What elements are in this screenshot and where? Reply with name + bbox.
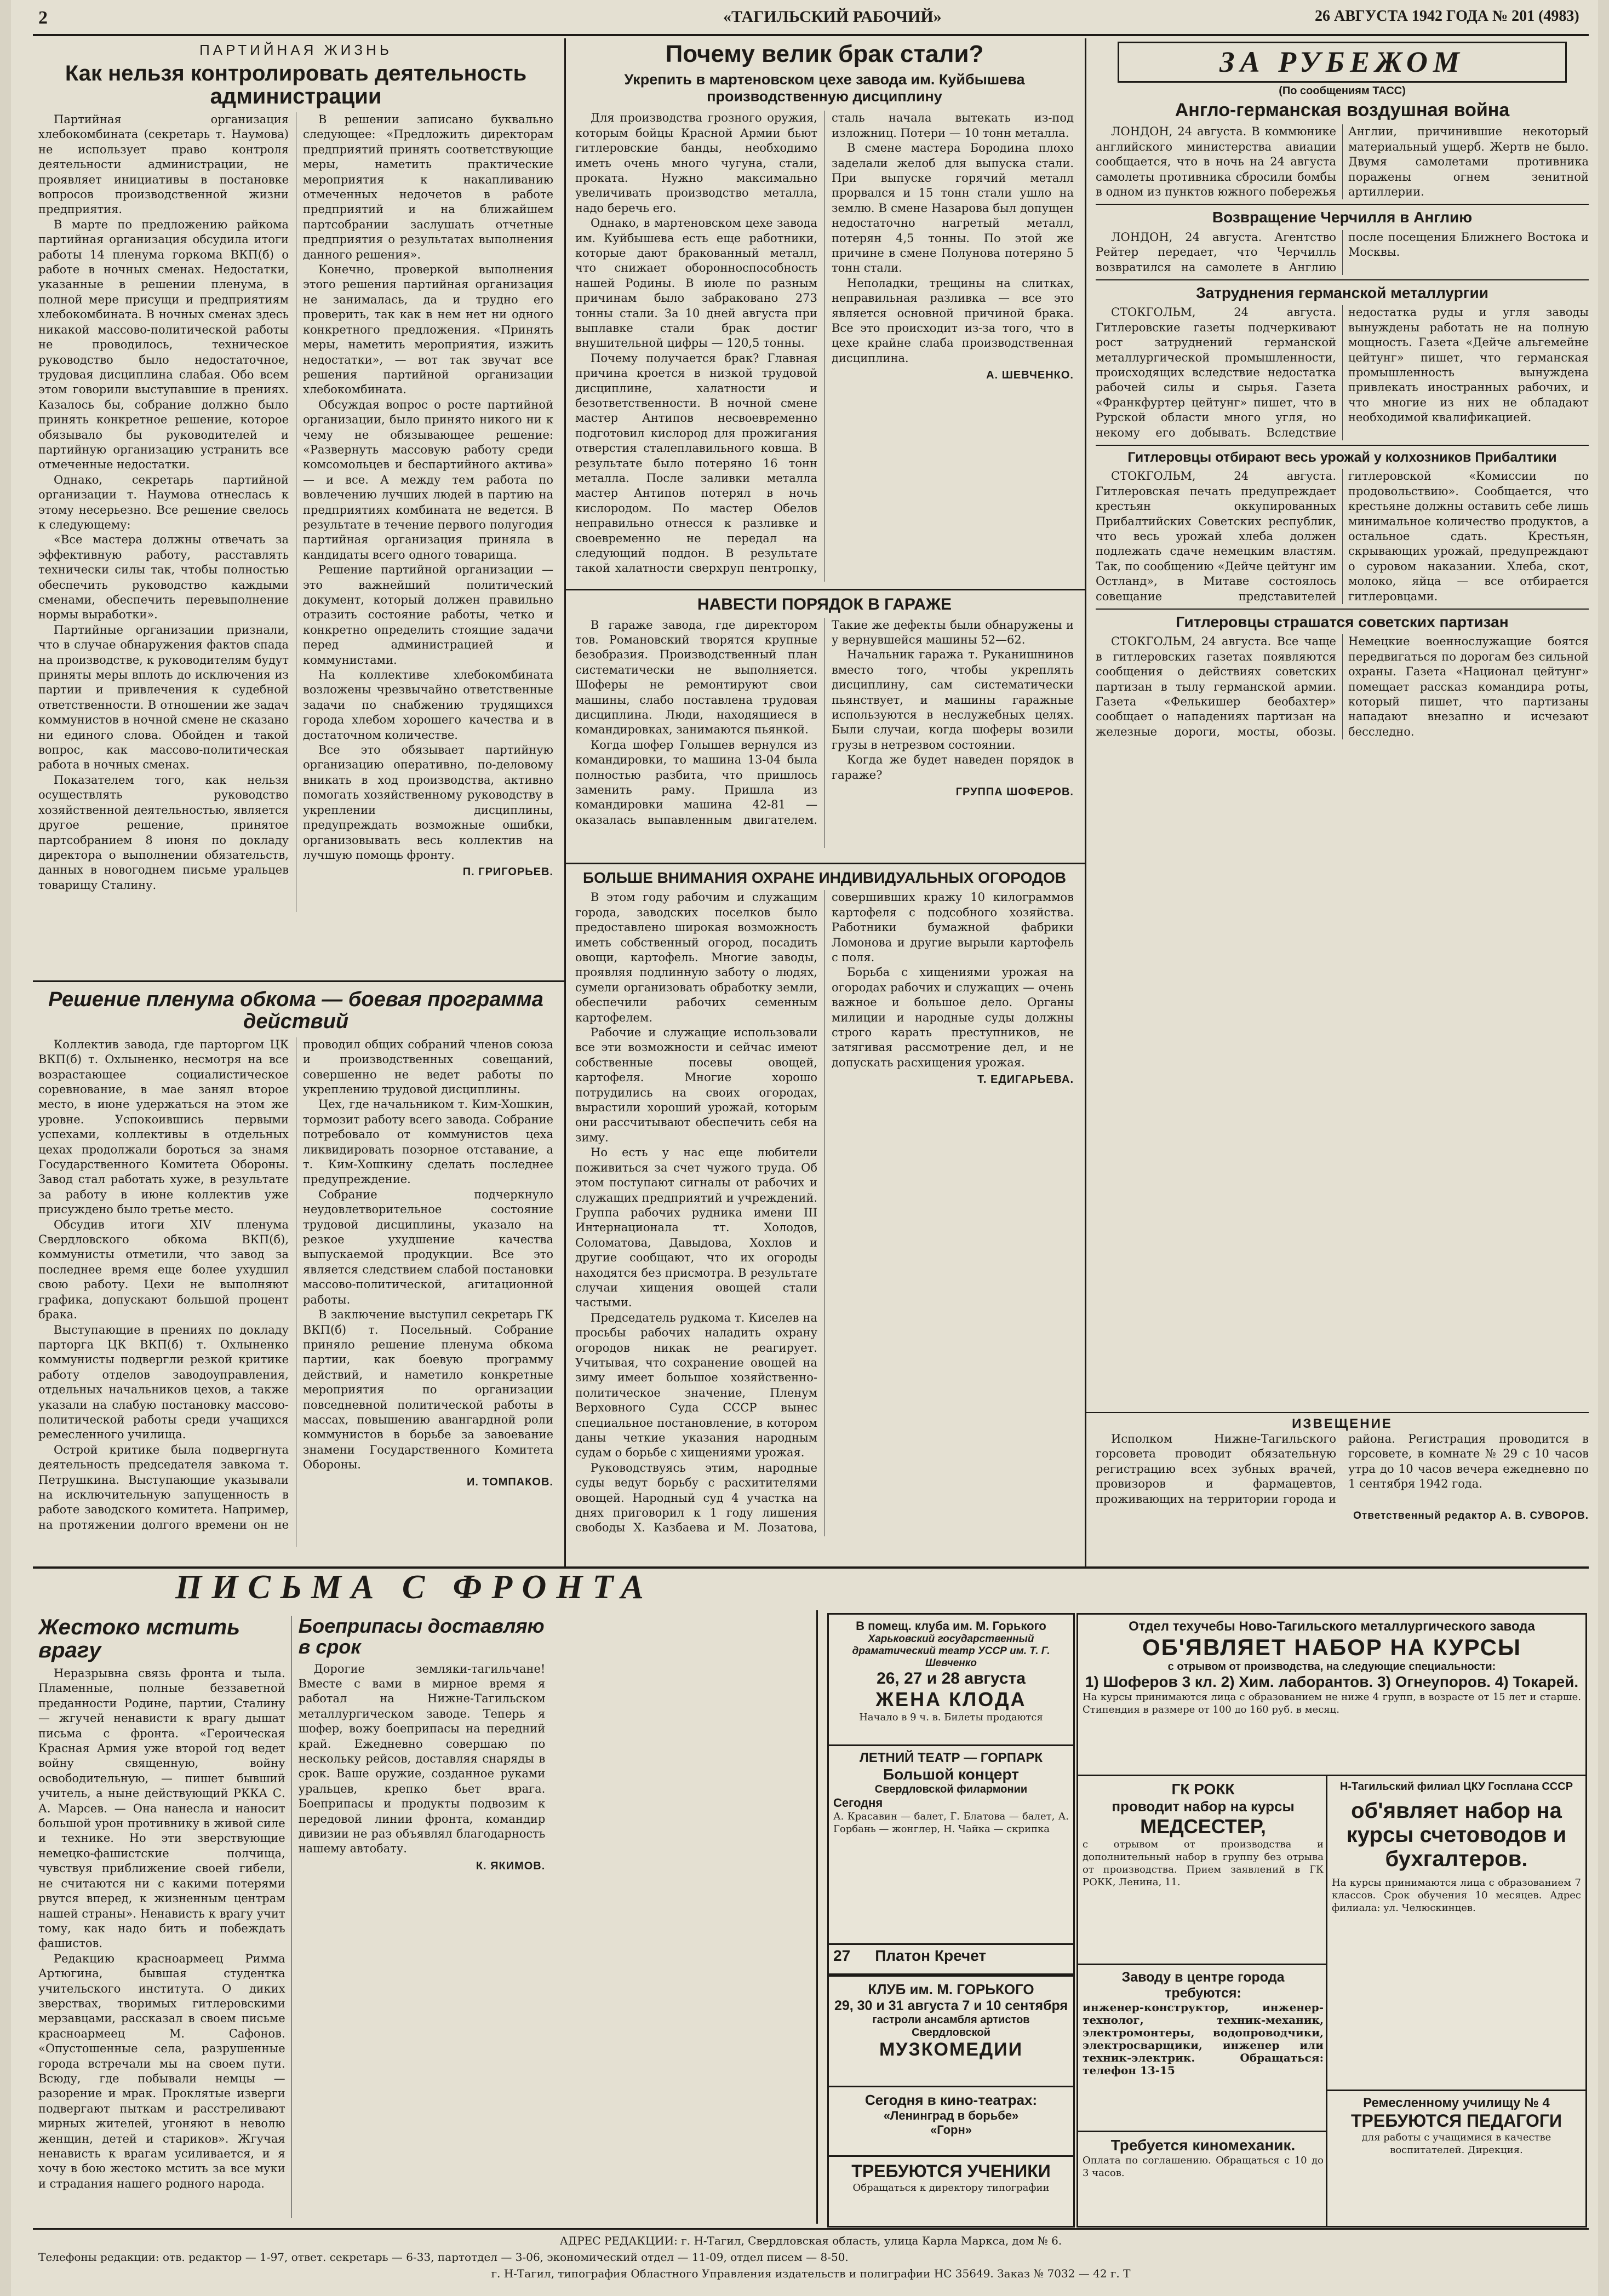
ad-performers: А. Красавин — балет, Г. Блатова — балет, А. Горбань — жонглер, Н. Чайка — скрипка [833,1811,1069,1835]
paragraph: «Все мастера должны отвечать за эффективную работу, расставлять технически силы так, чтобы полностью обеспечить руководство каждыми сменами, обеспечить перевыполнение нормы выработки». [38,533,289,622]
letters-body [38,1616,805,2224]
paragraph: Обсудив итоги XIV пленума Свердловского обкома ВКП(б), коммунисты отметили, что завод за последнее время еще более ухудшил свою работу. Цехи не выполняют графика, допускают большой процент брака. [38,1218,289,1322]
article-title: Решение пленума обкома — боевая программа действий [48,989,543,1033]
ad-accountant-courses [1326,1775,1587,2093]
gardens-article [575,870,1074,1549]
article-body [575,890,1074,1536]
paragraph: Цех, где начальником т. Ким-Хошкин, тормозит работу всего завода. Собрание потребовало от коммунистов цеха ликвидировать позорное отставание, а т. Ким-Хошкину сделать последнее предупреждение. [303,1098,553,1186]
ad-heading: ЛЕТНИЙ ТЕАТР — ГОРПАРК [859,1750,1043,1765]
section-title: ЗА РУБЕЖОМ [1219,45,1465,78]
footer-rule [33,2228,1589,2230]
section-rule [566,589,1085,590]
paragraph: В смене мастера Бородина плохо заделали желоб для выпуска стали. При выпуске горячий металл прорвался и 15 тонн стали ушло на землю. В смене Назарова был допущен недостаточно нагретый металл, потерян 4,5 тонны. По этой же причине в смене Полунова потеряно 5 тонн стали. [832,141,1074,275]
ad-subheading: проводит набор на курсы [1112,1798,1295,1815]
ad-film: «Ленинград в борьбе» [883,2109,1019,2122]
steel-article [575,42,1074,584]
article-body [38,112,553,912]
top-rule [33,34,1589,36]
article-subtitle: Укрепить в мартеновском цехе завода им. Куйбышева производственную дисциплину [624,71,1025,105]
paragraph: Собрание подчеркнуло неудовлетворительное состояние трудовой дисциплины, указало на резкое ухудшение качества выпускаемой продукции. Все это является следствием слабой постановки массово-политической, агитационной работы. [303,1187,553,1306]
ad-show-title: ЖЕНА КЛОДА [875,1688,1027,1710]
article-body [38,1037,553,1547]
ad-heading: Отдел техучебы Ново-Тагильского металлургического завода [1129,1619,1535,1634]
ad-school-teachers [1326,2090,1587,2228]
ad-note: Обращаться к директору типографии [852,2182,1050,2194]
newspaper-name: «ТАГИЛЬСКИЙ РАБОЧИЙ» [723,8,942,26]
paragraph: Острой критике была подвергнута деятельность председателя завкома т. Петрушкина. Выступающие указывали на исключительную запущенность в работе заводского комитета. Например, на протяжении долгого времени он не проводил общих собраний членов союза и производственных совещаний, совершенно не ведет работы по укреплению трудовой дисциплины. [38,1037,553,1531]
section-source: (По сообщениям ТАСС) [1279,84,1406,97]
ad-details: Оплата по соглашению. Обращаться с 10 до 3 часов. [1083,2155,1324,2179]
abroad-section [1096,42,1589,1400]
ad-heading: Сегодня в кино-театрах: [864,2092,1038,2108]
ad-headline: ТРЕБУЮТСЯ ПЕДАГОГИ [1350,2111,1562,2131]
news-text: ЛОНДОН, 24 августа. Агентство Рейтер передает, что Черчилль возвратился на самолете в Англию после посещения Ближнего Востока и Москвы. [1096,230,1589,274]
ad-show-title: Платон Кречет [875,1947,987,1964]
ad-heading: Ремесленному училищу № 4 [1363,2096,1550,2110]
ad-heading: Требуется киномеханик. [1110,2137,1296,2154]
ad-headline: ОБ'ЯВЛЯЕТ НАБОР НА КУРСЫ [1142,1634,1522,1660]
ad-subheading: гастроли ансамбля артистов Свердловской [872,2014,1030,2039]
ad-subheading: с отрывом от производства, на следующие специальности: [1167,1661,1496,1673]
paragraph: Неполадки, трещины на слитках, неправильная разливка — все это является основной причиной брака. Все это происходит из-за того, что в цехе крайне слаба производственная дисциплина. [832,276,1074,365]
abroad-banner [1118,42,1567,83]
letter-title: Жестоко мстить врагу [38,1616,240,1662]
section-rule [33,980,564,982]
paragraph: Коллектив завода, где парторгом ЦК ВКП(б) т. Охлыненко, несмотря на все возрастающее социалистическое соревнование, в мае занял второе место, в июне удержаться на этом же уровне. Успокоившись первыми успехами, коллективы в отдельных цехах продолжали бороться за знамя Государственного Комитета Обороны. Завод стал работать хуже, в результате за работу в июне коллектив уже присуждено было третье место. [38,1037,289,1216]
article-signature: А. ШЕВЧЕНКО. [986,369,1074,382]
garage-article [575,596,1074,859]
ad-projectionist [1077,2131,1330,2228]
news-text: ЛОНДОН, 24 августа. В коммюнике английского министерства авиации сообщается, что в ночь на 24 августа самолеты противника сбросили бомбы в одном из пунктов южного побережья Англии, причинившие некоторый материальный ущерб. Жертв не было. Двумя самолетами противника поражены огнем зенитной артиллерии. [1096,125,1589,198]
letter-signature: К. ЯКИМОВ. [476,1859,546,1872]
paragraph: В марте по предложению райкома партийная организация обсудила итоги работы 14 пленума горкома ВКП(б) о работе в ночных сменах. Недостатки, указанные в решении пленума, в полной мере присущи и предприятиям хлебокомбината. В ночных сменах здесь никакой массово-политической работы не проводилось, техническое руководство было недостаточное, трудовая дисциплина слабая. Обо всем этом говорили выступавшие в прениях. Казалось бы, собрание должно было принять конкретное решение, которое обязывало бы руководителей и партийную организацию устранить все отмеченные недостатки. [38,217,289,472]
article-signature: Т. ЕДИГАРЬЕВА. [977,1074,1074,1086]
page-number: 2 [38,8,48,28]
article-signature: И. ТОМПАКОВ. [466,1476,553,1488]
paragraph: Решение партийной организации — это важнейший политический документ, который должен правильно отразить состояние работы, четко и конкретно определить стоящие задачи перед администрацией и коммунистами. [303,563,553,667]
ad-dates: 29, 30 и 31 августа 7 и 10 сентября [834,1998,1068,2013]
column-divider [1085,38,1086,1566]
ad-red-cross-courses [1077,1775,1330,1967]
ad-metallurgical-courses [1077,1613,1587,1778]
news-title: Возвращение Черчилля в Англию [1212,209,1473,226]
footer-phones: Телефоны редакции: отв. редактор — 1-97, ответ. секретарь — 6-33, партотдел — 3-06, экономический отдел — 11-09, отдел писем — 8-50. [38,2251,849,2264]
article-body [575,618,1074,848]
news-text: СТОКГОЛЬМ, 24 августа. Все чаще в гитлеровских газетах появляются сообщения о действиях советских партизан в тылу германской армии. Газета «Фелькишер беобахтер» сообщает о нападениях партизан на железные дороги, мосты, обозы. Немецкие военнослужащие боятся передвигаться по дорогам без сильной охраны. Газета «Национал цейтунг» помещает рассказ командира роты, который пишет, что партизаны нападают внезапно и исчезают бесследно. [1096,635,1589,738]
ad-show-title: МУЗКОМЕДИИ [879,2039,1023,2060]
ad-plant-vacancies [1077,1964,1330,2134]
ad-details: с отрывом от производства и дополнительный набор в группу без отрыва от производства. Прием заявлений в ГК РОКК, Ленина, 11. [1083,1839,1324,1888]
article-title: Почему велик брак стали? [665,42,984,67]
news-title: Гитлеровцы страшатся советских партизан [1176,613,1509,630]
article-title: НАВЕСТИ ПОРЯДОК В ГАРАЖЕ [697,596,952,613]
footer [38,2232,1583,2293]
footer-printer: г. Н-Тагил, типография Областного Управления издательств и полиграфии НС 35649. Заказ № 7032 — 42 г. Т [491,2267,1131,2280]
ad-platon-krechet [827,1943,1075,1975]
paragraph: Рабочие и служащие использовали все эти возможности и сейчас имеют собственные посевы овощей, картофеля. Многие хорошо потрудились на своих огородах, вырастили хороший урожай, которым они рассчитывают обеспечить себя на зиму. [575,1026,817,1144]
paragraph: В гараже завода, где директором тов. Романовский творятся крупные безобразия. Производственный план систематически не выполняется. Шоферы не ремонтируют свои машины, слабо поставлена трудовая дисциплина. Люди, находящиеся в командировках, занимаются пьянкой. [575,618,817,737]
letters-columns [38,1616,805,2218]
paragraph: Выступающие в прениях по докладу парторга ЦК ВКП(б) т. Охлыненко коммунисты подвергли резкой критике работу отделов заводоуправления, отдельных начальников цехов, а также указали на слабую постановку массово-политической работы среди учащихся ремесленного училища. [38,1323,289,1442]
newspaper-page [11,0,1598,2296]
letter-title: Боеприпасы доставляю в срок [298,1616,545,1658]
news-title: Гитлеровцы отбирают весь урожай у колхозников Прибалтики [1127,450,1557,466]
ad-heading: Заводу в центре города требуются: [1121,1970,1285,2001]
paragraph: Руководствуясь этим, народные суды ведут борьбу с расхитителями овощей. Народный суд 4 участка на днях приговорил к 1 году лишения свободы Х. Казбаева и М. Лозатова, совершивших кражу 10 килограммов картофеля с подсобного хозяйства. Работники бумажной фабрики Ломонова и другие вырыли картофель с поля. [575,891,1074,1535]
paragraph: Когда шофер Голышев вернулся из командировки, то машина 13-04 была полностью разбита, что пришлось заменить раму. Пришла из командировки машина 42-81 — оказалась выпавленным двигателем. Такие же дефекты были обнаружены и у вернувшейся машины 52—62. [575,618,1074,826]
article-signature: П. ГРИГОРЬЕВ. [462,866,553,879]
column-divider [816,1610,818,2224]
ad-subheading: Свердловской филармонии [874,1783,1028,1795]
paragraph: Почему получается брак? Главная причина кроется в низкой трудовой дисциплине, халатности и безответственности. В ночной смене мастер Антипов несвоевременно подготовил кислород для прожигания отверстия сталеплавильного ковша. В результате было потеряно 16 тонн металла. После заливки металла мастер Антипов потерял в ночь кислородом. По мастер Обелов неправильно отнесся к разливке и своевременно не передал на следующий поддон. В результате такой халатности сверхруп пентропку, сталь начала вытекать из-под изложниц. Потери — 10 тонн металла. [575,111,1074,575]
ad-day: Сегодня [833,1796,883,1810]
letter-text: Неразрывна связь фронта и тыла. Пламенные, полные беззаветной преданности Родине, партии, Сталину — жгучей ненависти к врагу дышат письма с фронта. «Героическая Красная Армия уже второй год ведет войну священную, войну освободительную, — пишет бывший учитель, а ныне действующий РККА С. А. Марсев. — Она нанесла и наносит большой урон противнику в живой силе и технике. Но эти зверствующие немецко-фашистские полчища, чувствуя приближение своей гибели, не считаются ни с какими потерями рвутся вперед, к жизненным центрам нашей страны». Ненависть к врагу учит тому, как надо бить и побеждать фашистов. [38,1667,285,1950]
news-title: Затруднения германской металлургии [1196,284,1488,302]
ad-apprentices [827,2155,1075,2228]
letter-text: Редакцию красноармеец Римма Артюгина, бывшая студентка учительского института. О диких зверствах, творимых гитлеровскими мерзавцами, рассказал в своем письме красноармеец М. Сафонов. «Опустошенные села, разрушенные города встречали мы на своем пути. Всюду, где побывали немцы — разорение и мрак. Проклятые изверги подвергают пыткам и расстреливают мирных жителей, угоняют в неволю женщин, детей и стариков». Жгучая ненависть к врагам усиливается, и я хочу в бою жестоко мстить за все муки и страдания нашего родного народа. [38,1951,285,2190]
paragraph: В решении записано буквально следующее: «Предложить директорам предприятий принять соответствующие меры, наметить практические мероприятия к накапливанию отмеченных недочетов в работе предприятий и на ближайшем партсобрании заслушать отчетные предприятия о результатах выполнения данного решения». [303,113,553,261]
paragraph: Партийная организация хлебокомбината (секретарь т. Наумова) не использует право контроля деятельности администрации, не проявляет инициативы в постановке вопросов производственной жизни предприятия. [38,113,289,216]
paragraph: Обсуждая вопрос о росте партийной организации, было принято никого ни к чему не обязывающее решение: «Развернуть массовую работу среди комсомольцев и беспартийного актива» — и все. А между тем работа по вовлечению лучших людей в партию на предприятиях комбината не ведется. В результате в течение первого полугодия партийная организация приняла в кандидаты всего одного товарища. [303,398,553,561]
news-divider [1096,609,1589,610]
section-rule [1086,1412,1589,1413]
paragraph: Для производства грозного оружия, которым бойцы Красной Армии бьют гитлеровские банды, необходимо иметь очень много чугуна, стали, проката. Нужно максимально увеличивать производство металла, надо беречь его. [575,111,817,215]
ad-headline: МЕДСЕСТЕР, [1140,1815,1266,1838]
news-text: СТОКГОЛЬМ, 24 августа. Гитлеровские газеты подчеркивают рост затруднений германской металлургической промышленности, происходящих вследствие недостатка рабочей силы и сырья. Газета «Франкфуртер цейтунг» пишет, что в Рурской области много угля, но некому его добывать. Вследствие недостатка руды и угля заводы вынуждены работать не на полную мощность. Газета «Дейче альгемейне цейтунг» пишет, что германская промышленность вынуждена привлекать иностранных рабочих, и что многие из них не обладают необходимой квалификацией. [1096,306,1589,439]
paragraph: Начальник гаража т. Руканишнинов вместо того, чтобы укреплять дисциплину, сам систематически пьянствует, и машины гаражные используются в неслужебных целях. Были случаи, когда шоферы возили грузы в нетрезвом состоянии. [832,648,1074,751]
party-life-article [38,42,553,973]
ad-details: инженер-конструктор, инженер-технолог, техник-механик, электромонтеры, водопроводчики, электросварщики, инженер или техник-электрик. Обращаться: телефон 13-15 [1083,2001,1324,2077]
letter-text: Дорогие земляки-тагильчане! Вместе с вами в мирное время я работал на Нижне-Тагильском металлургическом заводе. Теперь я шофер, вожу боеприпасы на передний край. Ежедневно совершаю по нескольку рейсов, доставляя снаряды в срок. Ваше оружие, созданное руками уральцев, крепко бьет врага. Боеприпасы и продукты подвозим к передовой линии фронта, командир дивизии не раз объявлял благодарность нашему автобату. [298,1662,546,1856]
notice-block [1096,1416,1589,1542]
issue-date: 26 АВГУСТА 1942 ГОДА № 201 (4983) [1315,8,1579,25]
ad-cinema [827,2086,1075,2161]
paragraph: Когда же будет наведен порядок в гараже? [832,753,1074,782]
ad-summer-theatre [827,1744,1075,1948]
paragraph: Однако, в мартеновском цехе завода им. Куйбышева есть еще работники, которые дают бракованный металл, что снижает оборонноспособность нашей Родины. В июле по разным причинам было забраковано 273 тонны стали. За 10 дней августа при выплавке стали брак достиг внушительной цифры — 120,5 тонны. [575,216,817,350]
paragraph: Однако, секретарь партийной организации т. Наумова отнеслась к этому несерьезно. Все решение свелось к следующему: [38,473,289,531]
news-text: СТОКГОЛЬМ, 24 августа. Гитлеровская печать предупреждает крестьян оккупированных Прибалтийских Советских республик, что весь урожай хлеба должен подлежать сдаче немецким властям. Так, по сообщению «Дейче цейтунг им Остланд», в Митаве состоялось совещание представителей гитлеровской «Комиссии по продовольствию». Сообщается, что крестьяне должны оставить себе лишь минимальное количество продуктов, а остальное сдать. Крестьян, скрывающих урожай, предупреждают о суровом наказании. Хлеба, скот, молоко, яйца — все отбирается гитлеровцами. [1096,469,1589,603]
section-rule [33,1566,1589,1569]
notice-title: ИЗВЕЩЕНИЕ [1292,1416,1393,1431]
paragraph: Показателем того, как нельзя осуществлять руководство хозяйственной деятельностью, является другое решение, принятое партсобранием 8 июня по докладу директора о выполнении обязательств, данных в новогоднем письме уральцев товарищу Сталину. [38,773,289,892]
ad-drama-theatre [827,1613,1075,1748]
article-signature: ГРУППА ШОФЕРОВ. [955,785,1074,798]
ad-heading: В помещ. клуба им. М. Горького [856,1619,1046,1633]
ad-details: На курсы принимаются лица с образованием 7 классов. Срок обучения 10 месяцев. Адрес филиала: ул. Челюскинцев. [1332,1877,1581,1914]
news-divider [1096,445,1589,446]
notice-text: Исполком Нижне-Тагильского горсовета проводит обязательную регистрацию всех зубных врачей, провизоров и фармацевтов, проживающих на территории города и района. Регистрация проводится в горсовете, в комнате № 29 с 10 часов утра до 10 часов вечера ежедневно по 1 сентября 1942 года. [1096,1432,1589,1506]
paragraph: Конечно, проверкой выполнения этого решения партийная организация не занималась, да и трудно его проверить, так как в нем нет ни одного конкретного предложения. «Принять меры, наметить мероприятия, изжить недостатки», — вот так звучат все решения партийной организации хлебокомбината. [303,263,553,397]
ad-heading: ГК РОКК [1171,1781,1235,1798]
paragraph: Все это обязывает партийную организацию оперативно, по-деловому вникать в ход производства, активно помогать хозяйственному руководству в укреплении дисциплины, предупреждать возможные ошибки, организовывать весь коллектив на лучшую помощь фронту. [303,743,553,862]
article-title: БОЛЬШЕ ВНИМАНИЯ ОХРАНЕ ИНДИВИДУАЛЬНЫХ ОГОРОДОВ [583,870,1066,886]
column-divider [564,38,566,1566]
paragraph: В этом году рабочим и служащим города, заводских поселков было предоставлено широкая возможность иметь собственный огород, посадить овощи, картофель. Многие заводы, проявляя подлинную заботу о людях, сумели организовать обработку земли, обеспечили рабочих семенным картофелем. [575,891,817,1024]
ad-headline: об'являет набор на курсы счетоводов и бухгалтеров. [1346,1799,1567,1871]
letters-rubric [175,1570,833,1619]
ad-film: «Горн» [930,2123,972,2137]
paragraph: На коллективе хлебокомбината возложены чрезвычайно ответственные задачи по снабжению трудящихся города хлебом хорошего качества и в достаточном количестве. [303,668,553,742]
rubric-label: ПАРТИЙНАЯ ЖИЗНЬ [199,42,392,58]
ad-details: На курсы принимаются лица с образованием не ниже 4 групп, в возрасте от 15 лет и старше. Стипендия в размере от 100 до 160 руб. в месяц. [1083,1691,1581,1715]
paragraph: В заключение выступил секретарь ГК ВКП(б) т. Посельный. Собрание приняло решение пленума обкома партии, как боевую программу действий, и наметило конкретные мероприятия по организации повседневной политической работы в массах, повышению авангардной роли коммунистов в борьбе за завоевание знамени Государственного Комитета Обороны. [303,1308,553,1472]
footer-address: АДРЕС РЕДАКЦИИ: г. Н-Тагил, Свердловская область, улица Карла Маркса, дом № 6. [559,2234,1062,2247]
news-divider [1096,204,1589,205]
article-title: Как нельзя контролировать деятельность администрации [65,61,527,108]
news-divider [1096,279,1589,280]
news-title: Англо-германская воздушная война [1175,99,1510,120]
paragraph: Борьба с хищениями урожая на огородах рабочих и служащих — очень важное и большое дело. Органы милиции и народные суды должны строго карать преступников, не затягивая рассмотрение дел, и не допускать расхищения урожая. [832,966,1074,1069]
ad-specialties: 1) Шоферов 3 кл. 2) Хим. лаборантов. 3) Огнеупоров. 4) Токарей. [1085,1673,1579,1690]
ad-note: Начало в 9 ч. в. Билеты продаются [859,1712,1043,1723]
section-rule [566,863,1085,864]
ad-subheading: Харьковский государственный драматический театр УССР им. Т. Г. Шевченко [852,1633,1050,1669]
ad-subheading: Большой концерт [883,1766,1019,1783]
paragraph: Партийные организации признали, что в случае обнаружения фактов спада на производстве, к руководителям будут приняты меры вплоть до исключения из партии и привлечения к судебной ответственности. В отношении же задач коммунистов в ночной смене не сказано ни единого слова. Обойден и такой вопрос, как массово-политическая работа в ночных сменах. [38,623,289,772]
plenum-article [38,989,553,1548]
ad-gorky-club [827,1975,1075,2091]
paragraph: Но есть у нас еще любители поживиться за счет чужого труда. Об этом поступают сигналы от рабочих и служащих предприятий и учреждений. Группа рабочих рудника имени III Интернационала тт. Холодов, Соломатова, Давыдова, Хохлов и другие сообщают, что их огороды находятся без присмотра. В результате случаи хищения овощей стали частыми. [575,1146,817,1310]
ad-heading: Н-Тагильский филиал ЦКУ Госплана СССР [1339,1781,1573,1793]
ad-heading: КЛУБ им. М. ГОРЬКОГО [868,1981,1034,1997]
article-body [575,111,1074,582]
ad-dates: 26, 27 и 28 августа [877,1669,1026,1687]
ad-details: для работы с учащимися в качестве воспитателей. Дирекция. [1361,2132,1551,2156]
editor-signature: Ответственный редактор А. В. СУВОРОВ. [1353,1510,1589,1522]
ad-date: 27 [833,1947,851,1964]
ad-heading: ТРЕБУЮТСЯ УЧЕНИКИ [851,2161,1051,2181]
rubric-title: ПИСЬМА С ФРОНТА [175,1570,654,1606]
paragraph: Председатель рудкома т. Киселев на просьбы рабочих наладить охрану огородов никак не реагирует. Учитывая, что сохранение овощей на зиму имеет большое хозяйственно-политическое значение, Пленум Верховного Суда СССР вынес специальное постановление, в котором даны четкие указания народным судам о борьбе с хищениями урожая. [575,1311,817,1460]
